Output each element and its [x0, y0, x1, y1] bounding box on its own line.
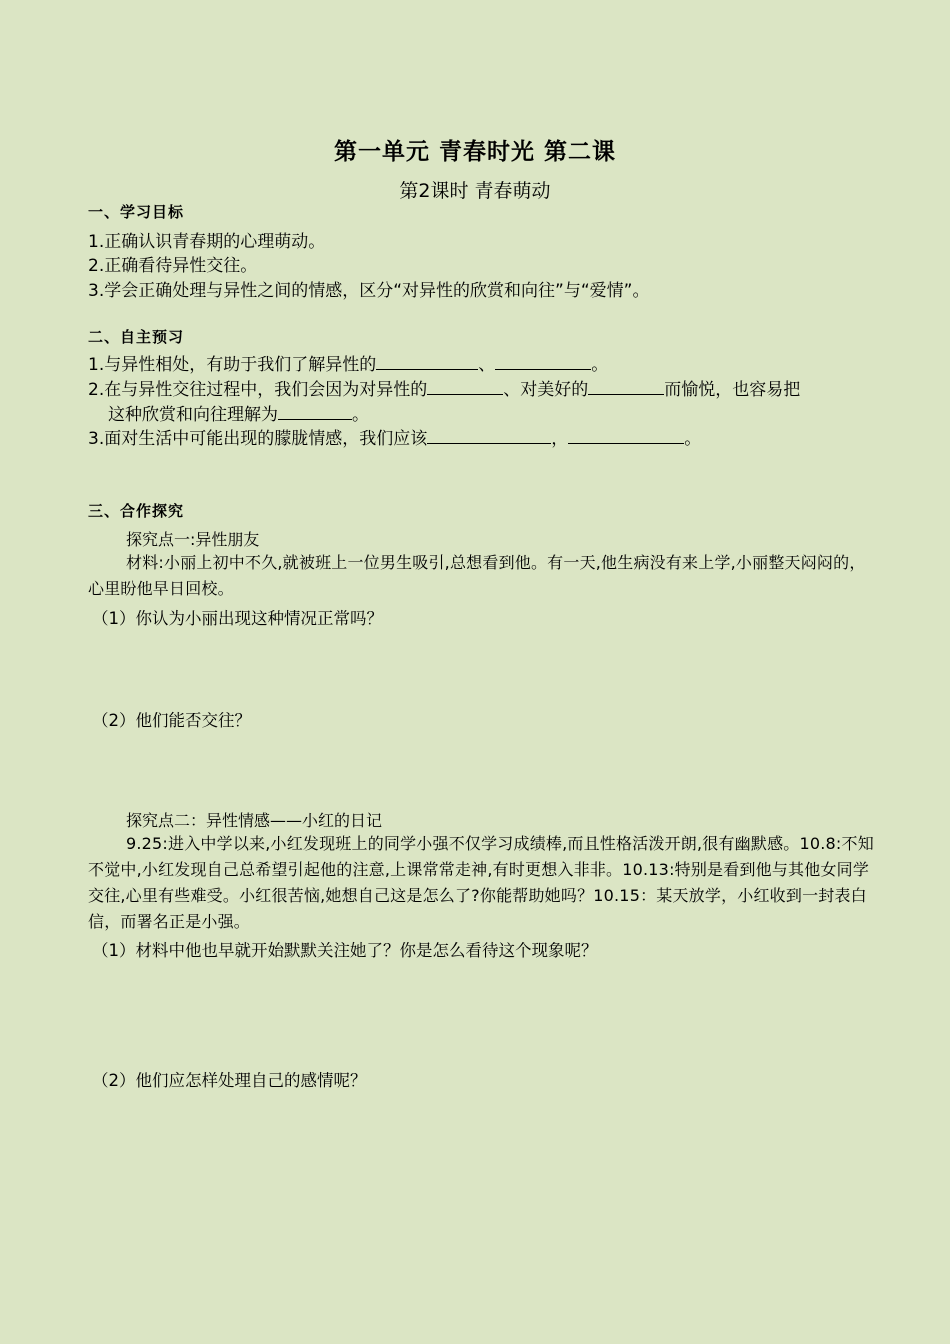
q1-text-mid: 、 — [478, 355, 496, 375]
preview-question-2-continued — [108, 400, 369, 425]
q3-blank-1[interactable] — [427, 426, 551, 444]
section2-heading: 二、自主预习 — [88, 328, 185, 346]
preview-question-2 — [88, 375, 800, 400]
q2-blank-2[interactable] — [588, 377, 664, 395]
q1-text-post: 。 — [591, 355, 609, 375]
q2-blank-1[interactable] — [427, 377, 503, 395]
q2-text-mid: 、对美好的 — [503, 380, 589, 400]
page-title: 第一单元 青春时光 第二课 — [333, 139, 616, 165]
q1-blank-2[interactable] — [495, 352, 591, 370]
inquiry-point-1-material: 材料:小丽上初中不久,就被班上一位男生吸引,总想看到他。有一天,他生病没有来上学,小丽整天闷闷的，心里盼他早日回校。 — [88, 553, 866, 598]
q3-text-mid: ， — [551, 429, 569, 449]
inquiry-point-2-material: 9.25:进入中学以来,小红发现班上的同学小强不仅学习成绩棒,而且性格活泼开朗,很有幽默感。10.8:不知不觉中,小红发现自己总希望引起他的注意,上课常常走神,有时更想入非非。10.13:特别是看到他与其他女同学交往,心里有些难受。小红很苦恼,她想自己这是怎么了?你能帮助她吗？10.15：某天放学，小红收到一封表白信，而署名正是小强。 — [88, 834, 874, 931]
preview-question-3 — [88, 424, 701, 449]
q2-text-post: 而愉悦，也容易把 — [664, 380, 801, 400]
section3-heading: 三、合作探究 — [88, 502, 185, 520]
inquiry-2-question-1: （1）材料中他也早就开始默默关注她了？你是怎么看待这个现象呢？ — [92, 941, 598, 960]
objective-2: 2.正确看待异性交往。 — [88, 256, 258, 276]
objective-1: 1.正确认识青春期的心理萌动。 — [88, 232, 326, 252]
q3-blank-2[interactable] — [568, 426, 684, 444]
q2b-text-pre: 这种欣赏和向往理解为 — [108, 405, 278, 425]
q1-blank-1[interactable] — [376, 352, 478, 370]
preview-question-1 — [88, 350, 608, 375]
q2-blank-3[interactable] — [278, 402, 352, 420]
q2b-text-post: 。 — [352, 405, 369, 425]
q1-text-pre: 1.与异性相处，有助于我们了解异性的 — [88, 355, 377, 375]
q3-text-pre: 3.面对生活中可能出现的朦胧情感，我们应该 — [88, 429, 428, 449]
q2-text-pre: 2.在与异性交往过程中，我们会因为对异性的 — [88, 380, 428, 400]
q3-text-post: 。 — [684, 429, 702, 449]
lesson-subtitle: 第2课时 青春萌动 — [399, 180, 551, 202]
inquiry-2-question-2: （2）他们应怎样处理自己的感情呢？ — [92, 1071, 367, 1090]
inquiry-point-1-title: 探究点一:异性朋友 — [126, 530, 260, 549]
objective-3: 3.学会正确处理与异性之间的情感，区分“对异性的欣赏和向往”与“爱情”。 — [88, 281, 650, 301]
inquiry-point-2-title: 探究点二：异性情感——小红的日记 — [126, 811, 383, 830]
section1-heading: 一、学习目标 — [88, 203, 185, 221]
inquiry-1-question-2: （2）他们能否交往？ — [92, 711, 251, 730]
inquiry-1-question-1: （1）你认为小丽出现这种情况正常吗？ — [92, 609, 383, 628]
